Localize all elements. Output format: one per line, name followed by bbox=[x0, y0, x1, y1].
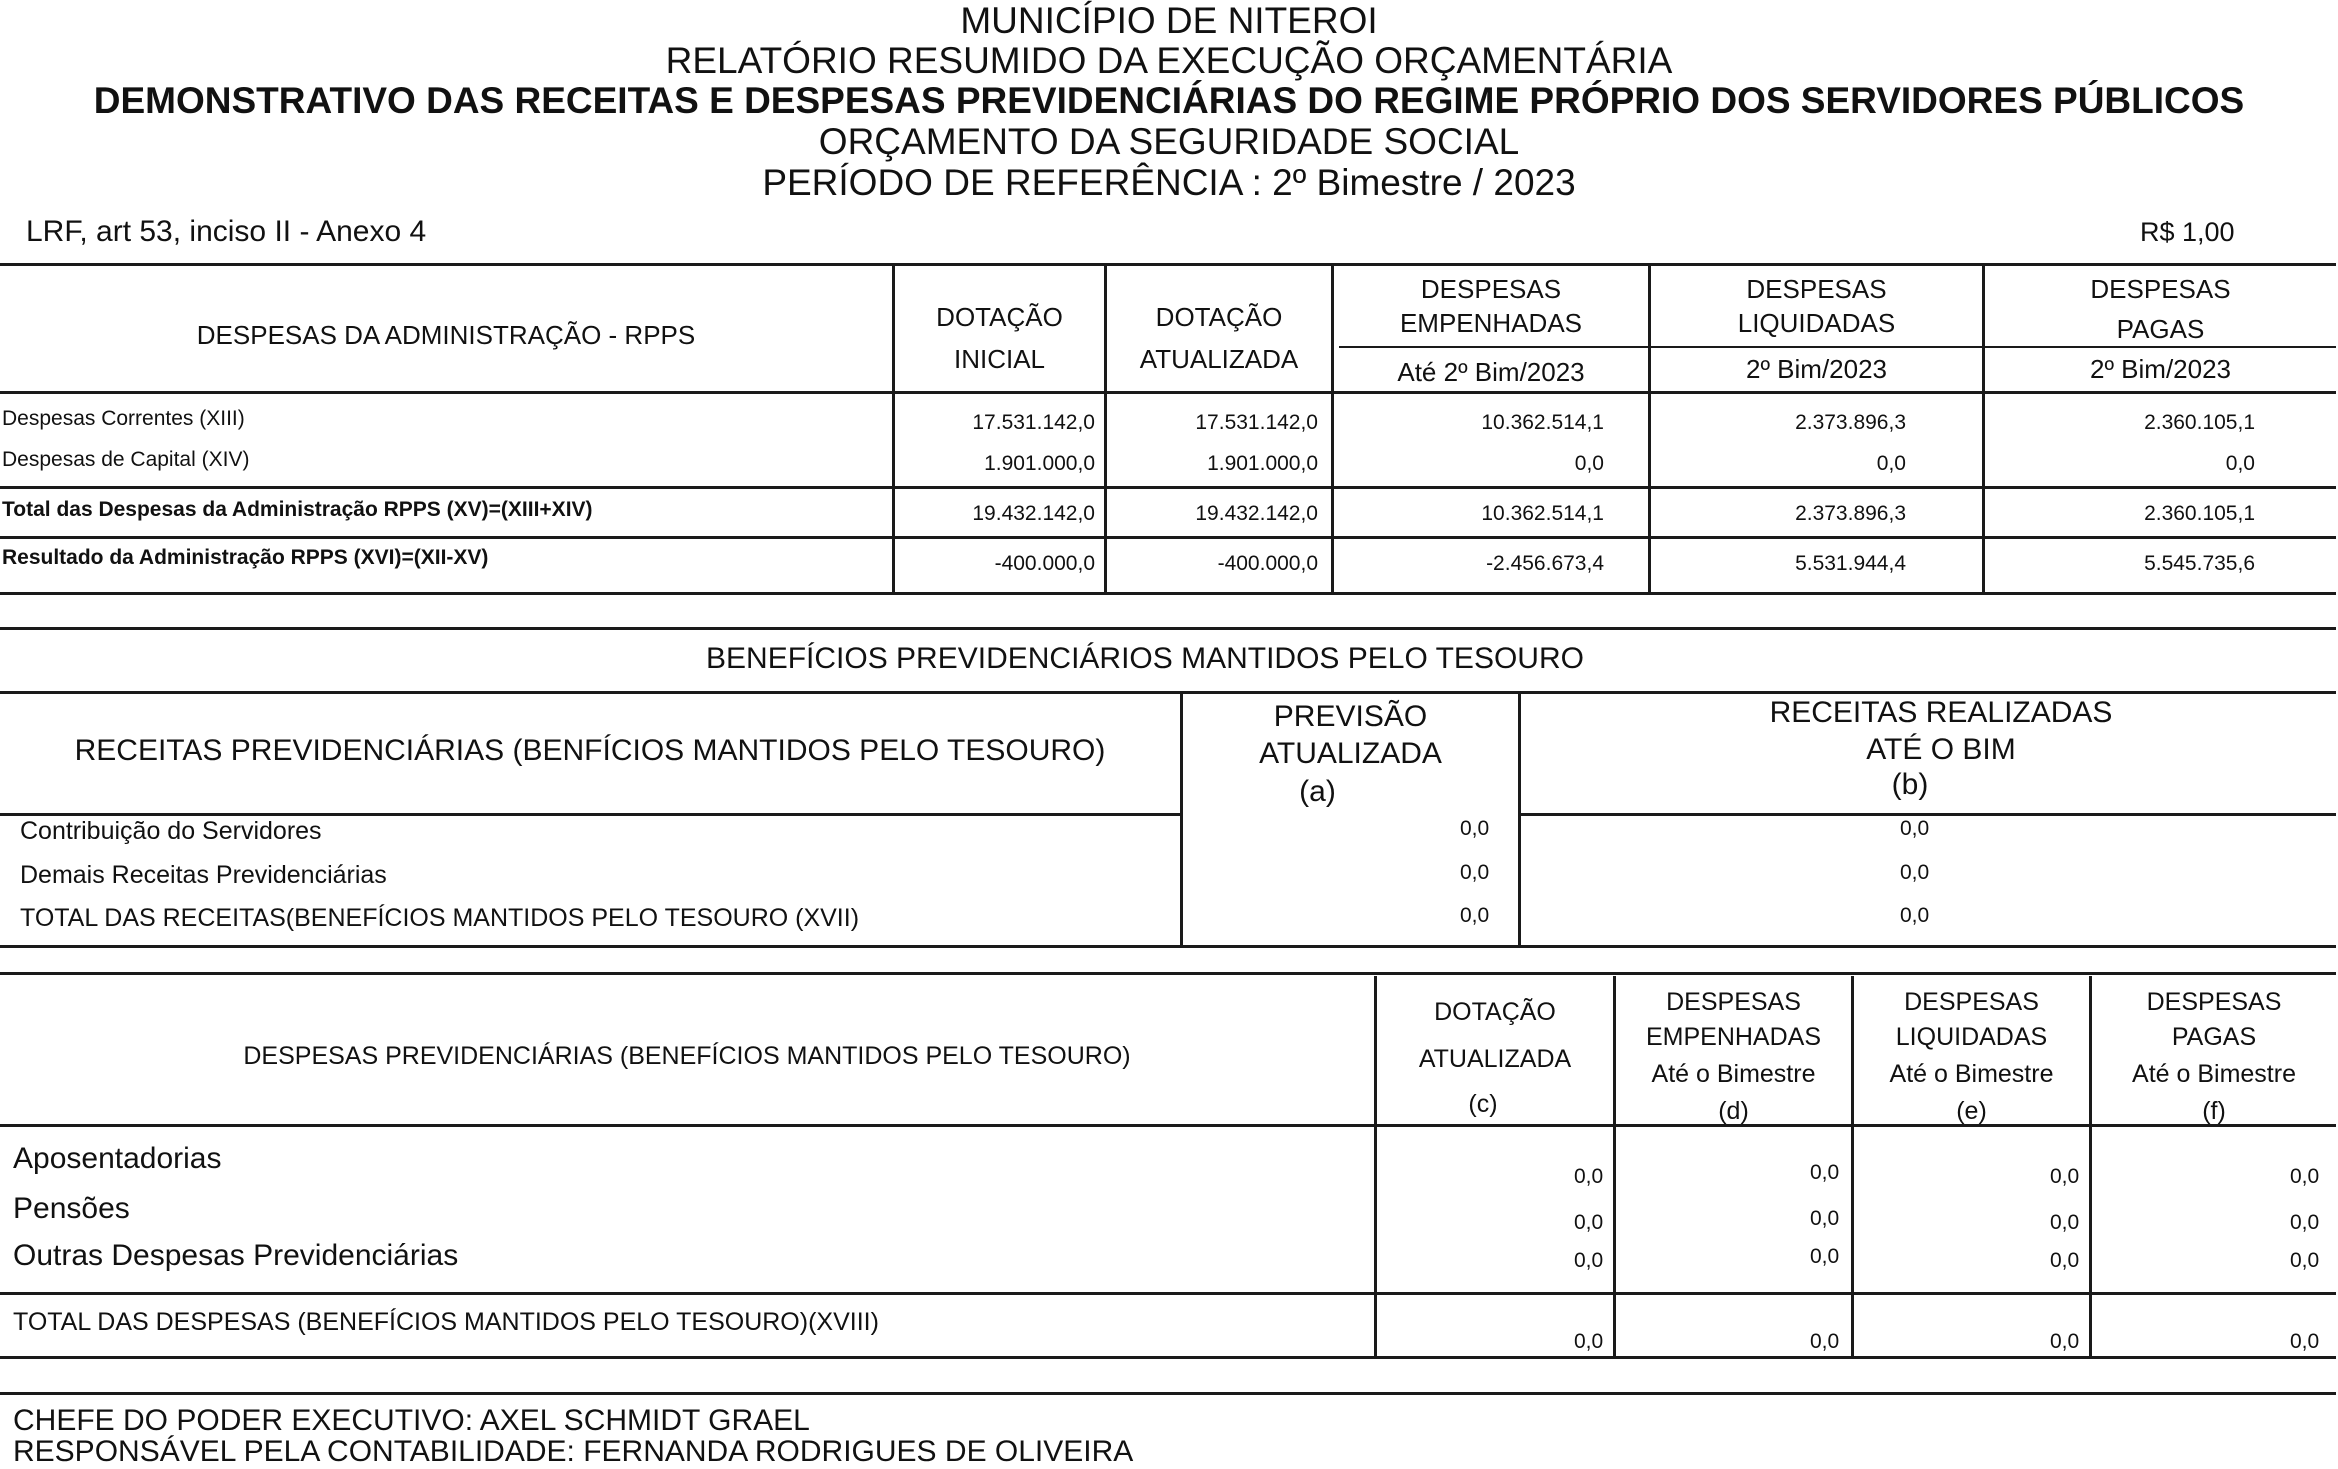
col-header-liquidadas-letter: (e) bbox=[1956, 1097, 1987, 1125]
col-header-realizadas-letter: (b) bbox=[1891, 768, 1929, 801]
period-title: PERÍODO DE REFERÊNCIA : 2º Bimestre / 2023 bbox=[762, 162, 1576, 203]
section-title-tesouro: BENEFÍCIOS PREVIDENCIÁRIOS MANTIDOS PELO TESOURO bbox=[706, 642, 1584, 675]
col-header-description: DESPESAS DA ADMINISTRAÇÃO - RPPS bbox=[196, 320, 696, 350]
municipality-title: MUNICÍPIO DE NITEROI bbox=[960, 0, 1378, 41]
col-header-pagas: DESPESAS bbox=[2146, 988, 2282, 1016]
col-header-liquidadas: DESPESAS bbox=[1746, 274, 1887, 304]
cell-value: 0,0 bbox=[2050, 1165, 2080, 1188]
row-label: Demais Receitas Previdenciárias bbox=[20, 861, 387, 889]
cell-value: 0,0 bbox=[1460, 817, 1490, 840]
cell-value: 5.531.944,4 bbox=[1795, 552, 1906, 575]
col-header-pagas-sub: PAGAS bbox=[2116, 314, 2205, 344]
cell-value: 10.362.514,1 bbox=[1481, 502, 1604, 525]
cell-value: 0,0 bbox=[1574, 1165, 1604, 1188]
cell-value: 1.901.000,0 bbox=[1207, 452, 1318, 475]
cell-value: 0,0 bbox=[2290, 1211, 2320, 1234]
cell-value: -400.000,0 bbox=[1217, 552, 1318, 575]
cell-value: 0,0 bbox=[1810, 1330, 1840, 1353]
statement-title: DEMONSTRATIVO DAS RECEITAS E DESPESAS PREVIDENCIÁRIAS DO REGIME PRÓPRIO DOS SERVIDORES PÚBLICOS bbox=[93, 80, 2245, 121]
cell-value: 17.531.142,0 bbox=[972, 411, 1095, 434]
cell-value: 0,0 bbox=[2290, 1330, 2320, 1353]
row-label: Contribuição do Servidores bbox=[20, 817, 322, 845]
row-label-total: TOTAL DAS DESPESAS (BENEFÍCIOS MANTIDOS PELO TESOURO)(XVIII) bbox=[13, 1308, 879, 1336]
cell-value: 0,0 bbox=[2290, 1249, 2320, 1272]
col-header-receitas: RECEITAS PREVIDENCIÁRIAS (BENFÍCIOS MANTIDOS PELO TESOURO) bbox=[74, 734, 1106, 767]
col-header-empenhadas-period: Até 2º Bim/2023 bbox=[1397, 357, 1585, 387]
row-label: Pensões bbox=[13, 1192, 130, 1225]
cell-value: 1.901.000,0 bbox=[984, 452, 1095, 475]
col-header-empenhadas-letter: (d) bbox=[1718, 1097, 1749, 1125]
row-label: Outras Despesas Previdenciárias bbox=[13, 1239, 459, 1272]
col-header-pagas: DESPESAS bbox=[2090, 274, 2231, 304]
col-header-liquidadas: DESPESAS bbox=[1904, 988, 2039, 1016]
col-header-dotacao-sub: ATUALIZADA bbox=[1418, 1045, 1572, 1073]
cell-value: 0,0 bbox=[1460, 861, 1490, 884]
cell-value: 0,0 bbox=[2050, 1211, 2080, 1234]
cell-value: 0,0 bbox=[1574, 452, 1604, 475]
col-header-empenhadas-sub: EMPENHADAS bbox=[1399, 308, 1583, 338]
currency-unit: R$ 1,00 bbox=[2140, 217, 2235, 247]
row-label-total: Total das Despesas da Administração RPPS (XV)=(XIII+XIV) bbox=[2, 498, 593, 521]
cell-value: 0,0 bbox=[1460, 904, 1490, 927]
col-header-empenhadas-period: Até o Bimestre bbox=[1651, 1060, 1816, 1088]
col-header-dotacao-inicial-sub: INICIAL bbox=[953, 344, 1046, 374]
cell-value: 0,0 bbox=[1574, 1211, 1604, 1234]
cell-value: 0,0 bbox=[1810, 1245, 1840, 1268]
cell-value: 19.432.142,0 bbox=[972, 502, 1095, 525]
cell-value: 0,0 bbox=[1900, 817, 1930, 840]
cell-value: 2.373.896,3 bbox=[1795, 502, 1906, 525]
col-header-pagas-period: Até o Bimestre bbox=[2132, 1060, 2296, 1088]
cell-value: 10.362.514,1 bbox=[1481, 411, 1604, 434]
cell-value: 2.360.105,1 bbox=[2144, 502, 2255, 525]
col-header-realizadas-sub: ATÉ O BIM bbox=[1866, 733, 2016, 766]
col-header-empenhadas: DESPESAS bbox=[1420, 274, 1562, 304]
cell-value: 0,0 bbox=[1876, 452, 1906, 475]
col-header-dotacao-inicial: DOTAÇÃO bbox=[936, 302, 1063, 332]
report-title: RELATÓRIO RESUMIDO DA EXECUÇÃO ORÇAMENTÁRIA bbox=[665, 40, 1673, 81]
cell-value: 0,0 bbox=[2050, 1330, 2080, 1353]
col-header-despesas-prev: DESPESAS PREVIDENCIÁRIAS (BENEFÍCIOS MANTIDOS PELO TESOURO) bbox=[243, 1042, 1131, 1070]
cell-value: -2.456.673,4 bbox=[1486, 552, 1604, 575]
col-header-dotacao-atualizada-sub: ATUALIZADA bbox=[1139, 344, 1299, 374]
cell-value: 0,0 bbox=[2290, 1165, 2320, 1188]
cell-value: 0,0 bbox=[1900, 861, 1930, 884]
row-label-result: Resultado da Administração RPPS (XVI)=(XII-XV) bbox=[2, 546, 489, 569]
col-header-previsao-letter: (a) bbox=[1299, 775, 1336, 808]
col-header-dotacao-letter: (c) bbox=[1468, 1090, 1498, 1118]
col-header-empenhadas: DESPESAS bbox=[1666, 988, 1801, 1016]
col-header-pagas-sub: PAGAS bbox=[2171, 1023, 2257, 1051]
cell-value: 0,0 bbox=[1810, 1207, 1840, 1230]
cell-value: 0,0 bbox=[1574, 1249, 1604, 1272]
cell-value: 19.432.142,0 bbox=[1195, 502, 1318, 525]
col-header-pagas-period: 2º Bim/2023 bbox=[2089, 354, 2232, 384]
col-header-pagas-letter: (f) bbox=[2202, 1097, 2226, 1125]
cell-value: 0,0 bbox=[1810, 1161, 1840, 1184]
signatory-accountant: RESPONSÁVEL PELA CONTABILIDADE: FERNANDA RODRIGUES DE OLIVEIRA bbox=[13, 1435, 1134, 1468]
row-label-total: TOTAL DAS RECEITAS(BENEFÍCIOS MANTIDOS PELO TESOURO (XVII) bbox=[20, 904, 860, 932]
col-header-liquidadas-period: Até o Bimestre bbox=[1889, 1060, 2054, 1088]
col-header-dotacao: DOTAÇÃO bbox=[1434, 998, 1556, 1026]
signatory-chief: CHEFE DO PODER EXECUTIVO: AXEL SCHMIDT GRAEL bbox=[13, 1404, 810, 1437]
legal-reference: LRF, art 53, inciso II - Anexo 4 bbox=[26, 215, 427, 248]
cell-value: 5.545.735,6 bbox=[2144, 552, 2255, 575]
cell-value: 0,0 bbox=[2050, 1249, 2080, 1272]
cell-value: -400.000,0 bbox=[994, 552, 1095, 575]
col-header-liquidadas-period: 2º Bim/2023 bbox=[1745, 354, 1888, 384]
cell-value: 2.360.105,1 bbox=[2144, 411, 2255, 434]
col-header-previsao-sub: ATUALIZADA bbox=[1259, 737, 1442, 770]
cell-value: 17.531.142,0 bbox=[1195, 411, 1318, 434]
col-header-realizadas: RECEITAS REALIZADAS bbox=[1769, 696, 2113, 729]
cell-value: 2.373.896,3 bbox=[1795, 411, 1906, 434]
row-label: Despesas de Capital (XIV) bbox=[2, 448, 250, 471]
row-label: Aposentadorias bbox=[13, 1142, 222, 1175]
col-header-dotacao-atualizada: DOTAÇÃO bbox=[1155, 302, 1283, 332]
row-label: Despesas Correntes (XIII) bbox=[2, 407, 245, 430]
budget-title: ORÇAMENTO DA SEGURIDADE SOCIAL bbox=[818, 121, 1520, 162]
cell-value: 0,0 bbox=[2225, 452, 2255, 475]
cell-value: 0,0 bbox=[1900, 904, 1930, 927]
cell-value: 0,0 bbox=[1574, 1330, 1604, 1353]
col-header-liquidadas-sub: LIQUIDADAS bbox=[1895, 1023, 2048, 1051]
col-header-empenhadas-sub: EMPENHADAS bbox=[1645, 1023, 1822, 1051]
col-header-previsao: PREVISÃO bbox=[1273, 700, 1428, 733]
col-header-liquidadas-sub: LIQUIDADAS bbox=[1737, 308, 1896, 338]
